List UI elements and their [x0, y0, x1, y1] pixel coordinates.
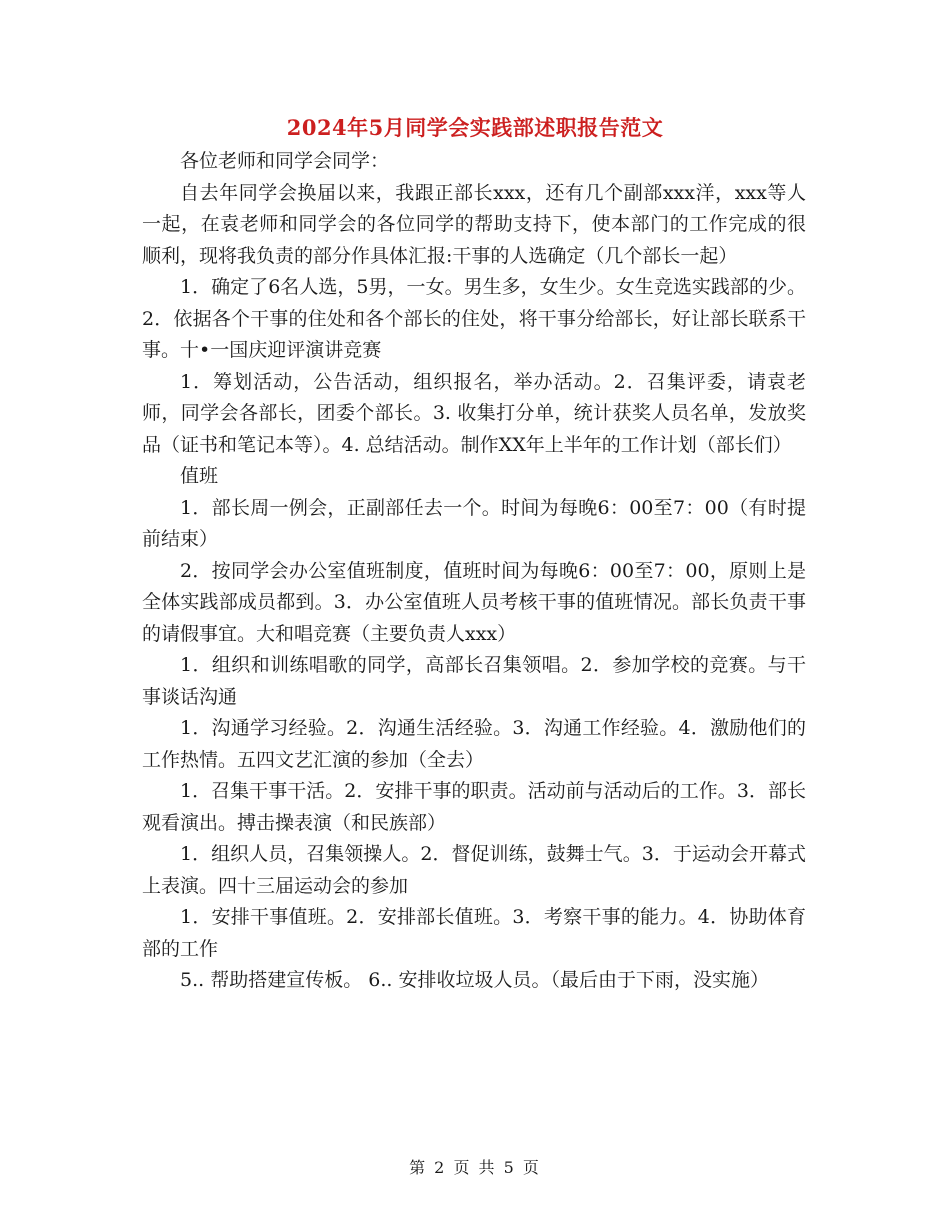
- document-title: 2024年5月同学会实践部述职报告范文: [286, 115, 664, 140]
- page-number-footer: 第 2 页 共 5 页: [409, 1158, 541, 1177]
- paragraph: 1．确定了6名人选，5男，一女。男生多，女生少。女生竞选实践部的少。2．依据各个干事的住处和各个部长的住处，将干事分给部长，好让部长联系干事。十•一国庆迎评演讲竞赛: [142, 276, 806, 361]
- paragraph: 1．组织人员，召集领操人。2．督促训练，鼓舞士气。3．于运动会开幕式上表演。四十三届运动会的参加: [142, 843, 806, 897]
- paragraph-salutation: 各位老师和同学会同学：: [180, 150, 390, 172]
- document-body: [142, 146, 806, 997]
- paragraph: 1．筹划活动，公告活动，组织报名，举办活动。2．召集评委，请袁老师，同学会各部长，团委个部长。3. 收集打分单，统计获奖人员名单，发放奖品（证书和笔记本等）。4. 总结活动。制作XX年上半年的工作计划（部长们）: [142, 370, 806, 456]
- paragraph: 1．安排干事值班。2．安排部长值班。3．考察干事的能力。4．协助体育部的工作: [142, 906, 806, 960]
- paragraph: 1．组织和训练唱歌的同学，高部长召集领唱。2．参加学校的竞赛。与干事谈话沟通: [142, 654, 806, 708]
- paragraph: 1．部长周一例会，正副部任去一个。时间为每晚6：00至7：00（有时提前结束）: [142, 496, 806, 550]
- paragraph-heading: 值班: [180, 465, 219, 487]
- paragraph: 2．按同学会办公室值班制度，值班时间为每晚6：00至7：00，原则上是全体实践部成员都到。3．办公室值班人员考核干事的值班情况。部长负责干事的请假事宜。大和唱竞赛（主要负责人xxx）: [142, 559, 806, 645]
- paragraph: 1．召集干事干活。2．安排干事的职责。活动前与活动后的工作。3．部长观看演出。搏击操表演（和民族部）: [142, 780, 806, 834]
- paragraph: 5.. 帮助搭建宣传板。 6.. 安排收垃圾人员。（最后由于下雨，没实施）: [180, 969, 769, 991]
- paragraph: 1．沟通学习经验。2．沟通生活经验。3．沟通工作经验。4．激励他们的工作热情。五四文艺汇演的参加（全去）: [142, 717, 806, 771]
- paragraph: 自去年同学会换届以来，我跟正部长xxx，还有几个副部xxx洋，xxx等人一起，在袁老师和同学会的各位同学的帮助支持下，使本部门的工作完成的很顺利，现将我负责的部分作具体汇报:干事的人选确定（几个部长一起）: [142, 181, 806, 267]
